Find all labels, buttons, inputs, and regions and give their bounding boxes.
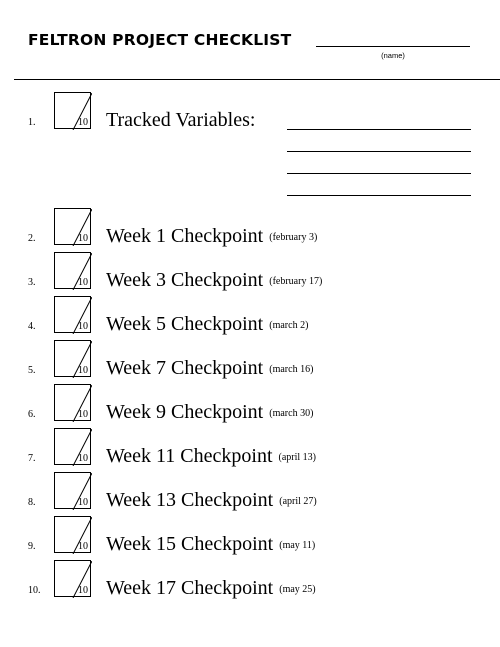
name-caption: (name) (381, 51, 405, 60)
checklist-item-5 (0, 340, 500, 380)
score-box[interactable] (54, 252, 91, 289)
score-box[interactable] (54, 516, 91, 553)
box-max-score: 10 (78, 497, 88, 508)
header-divider (14, 79, 500, 80)
due-date: (february 3) (269, 232, 318, 243)
box-max-score: 10 (78, 321, 88, 332)
score-box[interactable] (54, 472, 91, 509)
tracked-variable-line-3[interactable] (287, 173, 471, 174)
item-number: 10. (28, 585, 41, 596)
box-max-score: 10 (78, 585, 88, 596)
item-label (106, 577, 316, 601)
due-date: (march 30) (269, 408, 314, 419)
due-date: (april 27) (279, 496, 317, 507)
box-max-score: 10 (78, 277, 88, 288)
checklist-item-3 (0, 252, 500, 292)
item-number: 5. (28, 365, 36, 376)
score-box[interactable] (54, 384, 91, 421)
checklist-item-4 (0, 296, 500, 336)
item-label-text: Week 11 Checkpoint (106, 445, 273, 467)
checklist-item-9 (0, 516, 500, 556)
score-box[interactable] (54, 340, 91, 377)
item-label-text: Week 15 Checkpoint (106, 533, 274, 555)
checklist-item-8 (0, 472, 500, 512)
box-max-score: 10 (78, 409, 88, 420)
box-max-score: 10 (78, 541, 88, 552)
due-date: (february 17) (269, 276, 323, 287)
score-box[interactable] (54, 560, 91, 597)
box-max-score: 10 (78, 453, 88, 464)
checklist-item-2 (0, 208, 500, 248)
item-number: 8. (28, 497, 36, 508)
due-date: (march 2) (269, 320, 309, 331)
item-label-text: Week 17 Checkpoint (106, 577, 274, 599)
item-label-text: Tracked Variables: (106, 109, 256, 131)
item-label (106, 401, 313, 425)
item-label (106, 269, 322, 293)
item-label (106, 357, 313, 381)
due-date: (may 25) (279, 584, 316, 595)
item-label-text: Week 13 Checkpoint (106, 489, 274, 511)
score-box[interactable] (54, 92, 91, 129)
tracked-variable-line-2[interactable] (287, 151, 471, 152)
item-label-text: Week 5 Checkpoint (106, 313, 264, 335)
item-number: 2. (28, 233, 36, 244)
item-label (106, 445, 316, 469)
checklist-item-10 (0, 560, 500, 600)
score-box[interactable] (54, 296, 91, 333)
item-label-text: Week 3 Checkpoint (106, 269, 264, 291)
checklist-item-6 (0, 384, 500, 424)
score-box[interactable] (54, 208, 91, 245)
name-field-line[interactable] (316, 46, 470, 47)
box-max-score: 10 (78, 117, 88, 128)
item-number: 6. (28, 409, 36, 420)
due-date: (may 11) (279, 540, 316, 551)
tracked-variable-line-1[interactable] (287, 129, 471, 130)
item-label (106, 489, 317, 513)
item-label (106, 533, 315, 557)
item-label-text: Week 9 Checkpoint (106, 401, 264, 423)
item-label-text: Week 1 Checkpoint (106, 225, 264, 247)
checklist-item-7 (0, 428, 500, 468)
due-date: (march 16) (269, 364, 314, 375)
box-max-score: 10 (78, 365, 88, 376)
checklist-item-1 (0, 92, 500, 132)
item-number: 4. (28, 321, 36, 332)
item-label (106, 313, 308, 337)
item-label (106, 225, 317, 249)
item-label (106, 109, 255, 131)
item-number: 3. (28, 277, 36, 288)
item-number: 7. (28, 453, 36, 464)
box-max-score: 10 (78, 233, 88, 244)
score-box[interactable] (54, 428, 91, 465)
due-date: (april 13) (278, 452, 316, 463)
item-label-text: Week 7 Checkpoint (106, 357, 264, 379)
item-number: 1. (28, 117, 36, 128)
tracked-variable-line-4[interactable] (287, 195, 471, 196)
page-title: FELTRON PROJECT CHECKLIST (28, 31, 292, 49)
item-number: 9. (28, 541, 36, 552)
